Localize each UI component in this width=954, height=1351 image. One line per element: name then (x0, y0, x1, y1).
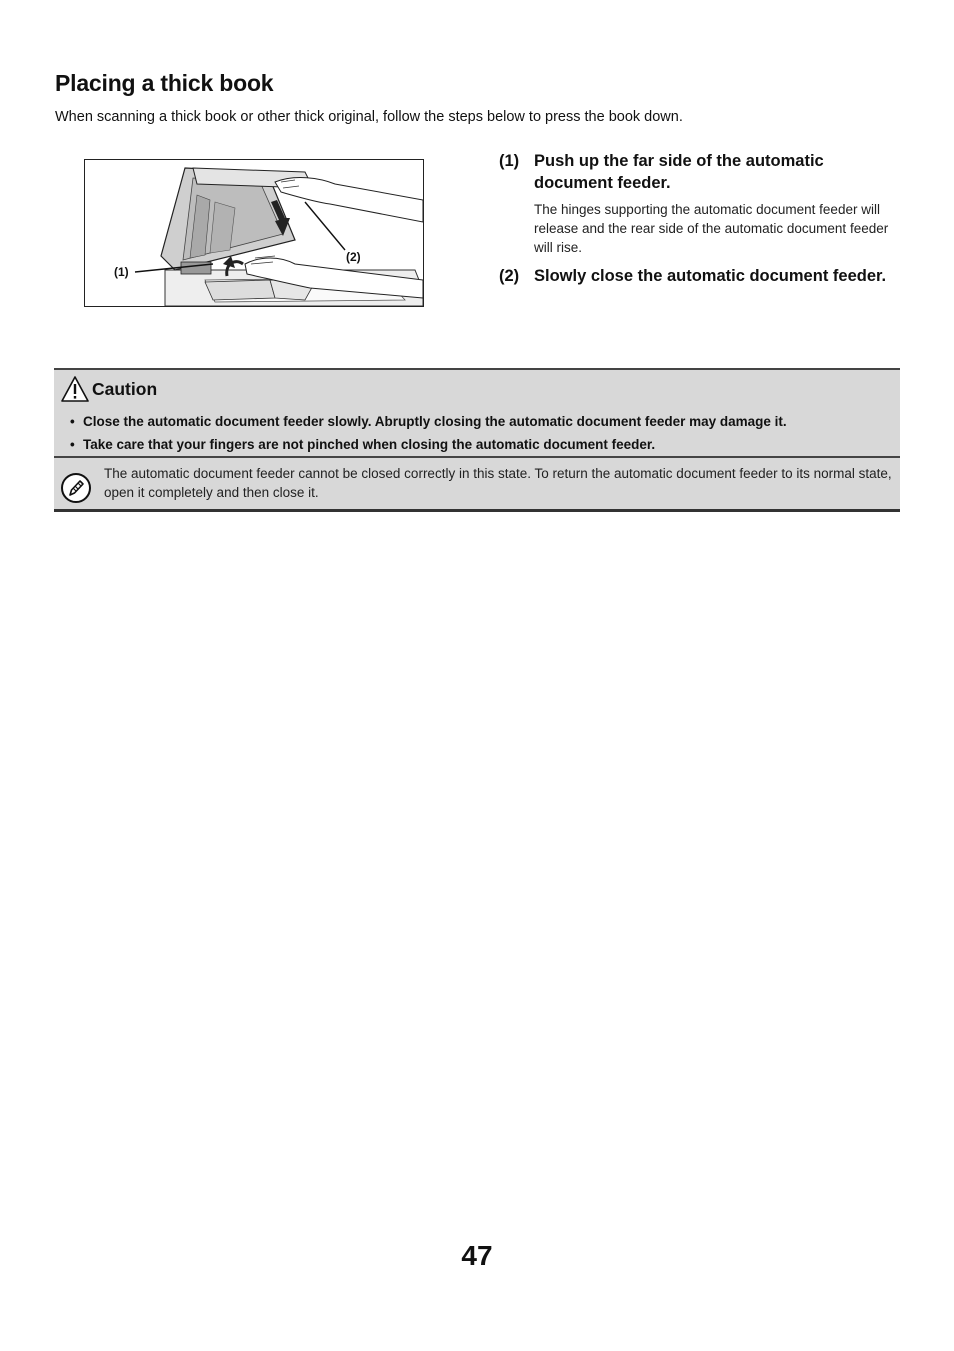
step-title: Push up the far side of the automatic document feeder. (534, 152, 824, 192)
caution-list (70, 410, 787, 456)
step-1 (499, 150, 899, 265)
intro-text: When scanning a thick book or other thick original, follow the steps below to press the book down. (55, 109, 683, 125)
step-description: The hinges supporting the automatic document feeder will release and the rear side of the automatic document feeder will rise. (534, 202, 889, 255)
step-number: (1) (499, 152, 520, 170)
note-text: The automatic document feeder cannot be closed correctly in this state. To return the automatic document feeder to its normal state, open it completely and then close it. (104, 466, 892, 500)
figure-label-2: (2) (346, 250, 361, 264)
figure-label-1: (1) (114, 265, 129, 279)
step-2 (499, 265, 899, 287)
caution-item: • Close the automatic document feeder slowly. Abruptly closing the automatic document feeder may damage it. (70, 414, 787, 429)
step-title: Slowly close the automatic document feeder. (534, 267, 887, 285)
caution-divider (54, 456, 900, 458)
caution-box (54, 368, 900, 512)
feeder-illustration-svg (85, 160, 423, 306)
warning-triangle-icon (60, 375, 90, 403)
caution-item: • Take care that your fingers are not pinched when closing the automatic document feeder. (70, 437, 656, 452)
caution-header (60, 375, 157, 403)
section-title: Placing a thick book (55, 70, 274, 96)
page-number: 47 (461, 1240, 493, 1271)
caution-title: Caution (92, 378, 158, 399)
steps-list (499, 150, 899, 287)
step-number: (2) (499, 267, 520, 285)
machine-illustration (84, 159, 424, 307)
pencil-note-icon (60, 472, 92, 504)
